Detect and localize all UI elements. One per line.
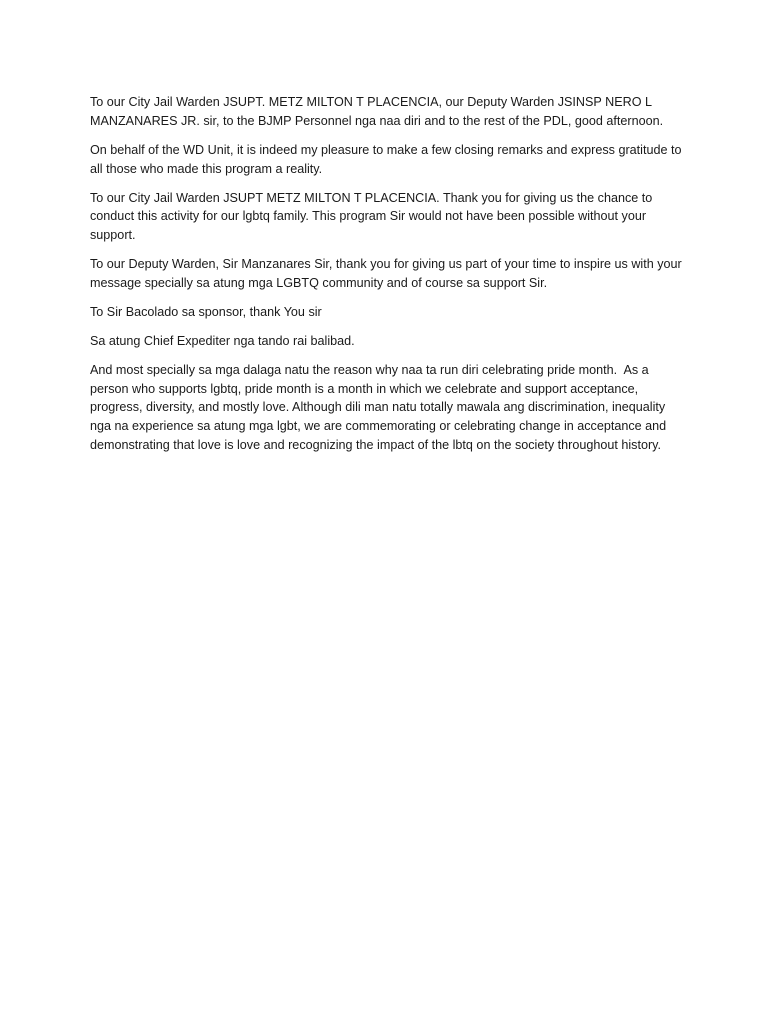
- paragraph-chief-expediter: Sa atung Chief Expediter nga tando rai balibad.: [90, 333, 355, 348]
- paragraph-opening-remarks: On behalf of the WD Unit, it is indeed my pleasure to make a few closing remarks and express gratitude to all those who made this program a reality.: [90, 142, 685, 176]
- paragraph-thanks-sponsor: To Sir Bacolado sa sponsor, thank You sir: [90, 304, 322, 319]
- paragraph-thanks-deputy: To our Deputy Warden, Sir Manzanares Sir, thank you for giving us part of your time to inspire us with your message specially sa atung mga LGBTQ community and of course sa support Sir.: [90, 257, 686, 290]
- paragraph-pride-month: And most specially sa mga dalaga natu the reason why naa ta run diri celebrating pride month. As a person who supports lgbtq, pride month is a month in which we celebrate and support acceptance, progress, diversity, and mostly love. Although dili man natu totally mawala ang discrimination, inequality nga na experience sa atung mga lgbt, we are commemorating or celebrating change in acceptance and demonstrating that love is love and recognizing the impact of the lbtq on the society throughout history.: [90, 362, 670, 453]
- paragraph-thanks-warden: To our City Jail Warden JSUPT METZ MILTON T PLACENCIA. Thank you for giving us the chance to conduct this activity for our lgbtq family. This program Sir would not have been possible without your support.: [90, 190, 656, 243]
- document-body: [90, 93, 686, 465]
- paragraph-greeting: To our City Jail Warden JSUPT. METZ MILTON T PLACENCIA, our Deputy Warden JSINSP NERO L MANZANARES JR. sir, to the BJMP Personnel nga naa diri and to the rest of the PDL, good afternoon.: [90, 95, 664, 128]
